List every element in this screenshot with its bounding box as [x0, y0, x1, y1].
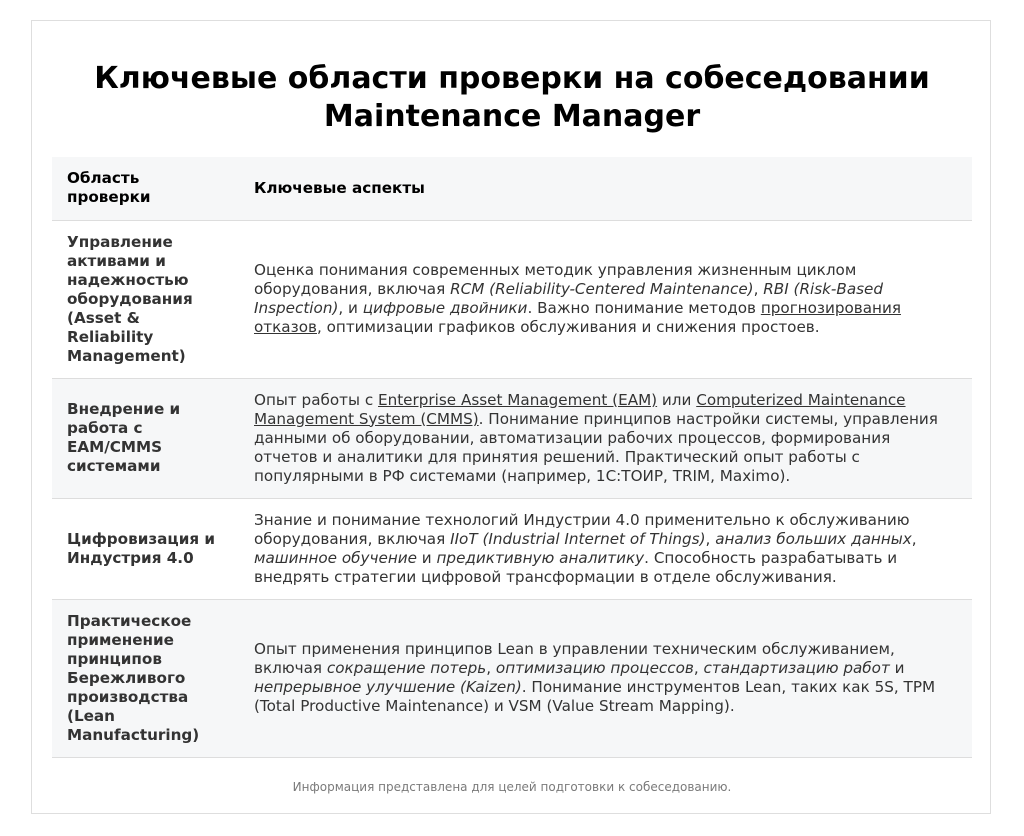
italic-term: RBI (Risk-Based Inspection)	[254, 280, 884, 317]
header-aspects: Ключевые аспекты	[239, 157, 972, 220]
row-aspects: Опыт работы с Enterprise Asset Management (EAM) или Computerized Maintenance Management System (CMMS). Понимание принципов настройки системы, управления данными об оборудовании, автоматизации рабочих процессов, формирования отчетов и аналитики для принятия решений. Практический опыт работы с популярными в РФ системами (например, 1С:ТОИР, TRIM, Maximo).	[239, 378, 972, 498]
underlined-term[interactable]: прогнозирования отказов	[254, 299, 901, 336]
italic-term: непрерывное улучшение (Kaizen)	[254, 678, 522, 696]
page-title-line-1: Ключевые области проверки на собеседовании	[94, 61, 930, 96]
italic-term: IIoT (Industrial Internet of Things)	[450, 529, 706, 548]
row-area: Внедрение и работа с EAM/CMMS системами	[52, 378, 239, 498]
page-title-line-2: Maintenance Manager	[323, 99, 701, 134]
italic-term: машинное обучение	[254, 548, 417, 567]
table-row	[52, 220, 972, 378]
italic-term: RCM (Reliability-Centered Maintenance)	[450, 280, 754, 298]
page-title	[0, 60, 1024, 136]
underlined-term[interactable]: Enterprise Asset Management (EAM)	[378, 390, 658, 409]
row-area: Цифровизация и Индустрия 4.0	[52, 498, 239, 599]
row-area: Управление активами и надежностью оборудования (Asset & Reliability Management)	[52, 220, 239, 378]
table-row	[52, 599, 972, 757]
row-aspects: Знание и понимание технологий Индустрии 4.0 применительно к обслуживанию оборудования, включая IIoT (Industrial Internet of Things), анализ больших данных, машинное обучение и предиктивную аналитику. Способность разрабатывать и внедрять стратегии цифровой трансформации в отделе обслуживания.	[239, 498, 972, 599]
italic-term: анализ больших данных	[715, 529, 912, 548]
italic-term: сокращение потерь	[326, 659, 487, 677]
underlined-term[interactable]: Computerized Maintenance Management System (CMMS)	[254, 390, 906, 428]
table-header-row	[52, 157, 972, 220]
italic-term: стандартизацию работ	[703, 659, 890, 677]
italic-term: цифровые двойники	[362, 299, 528, 317]
interview-areas-table	[52, 157, 972, 758]
italic-term: оптимизацию процессов	[495, 659, 694, 677]
row-area: Практическое применение принципов Бережливого производства (Lean Manufacturing)	[52, 599, 239, 757]
italic-term: предиктивную аналитику	[436, 548, 645, 567]
footer-note: Информация представлена для целей подготовки к собеседованию.	[292, 780, 732, 794]
table-row	[52, 378, 972, 498]
row-aspects: Опыт применения принципов Lean в управлении техническим обслуживанием, включая сокращение потерь, оптимизацию процессов, стандартизацию работ и непрерывное улучшение (Kaizen). Понимание инструментов Lean, таких как 5S, TPM (Total Productive Maintenance) и VSM (Value Stream Mapping).	[239, 599, 972, 757]
header-area: Область проверки	[52, 157, 239, 220]
row-aspects: Оценка понимания современных методик управления жизненным циклом оборудования, включая RCM (Reliability-Centered Maintenance), RBI (Risk-Based Inspection), и цифровые двойники. Важно понимание методов прогнозирования отказов, оптимизации графиков обслуживания и снижения простоев.	[239, 220, 972, 378]
table-row	[52, 498, 972, 599]
